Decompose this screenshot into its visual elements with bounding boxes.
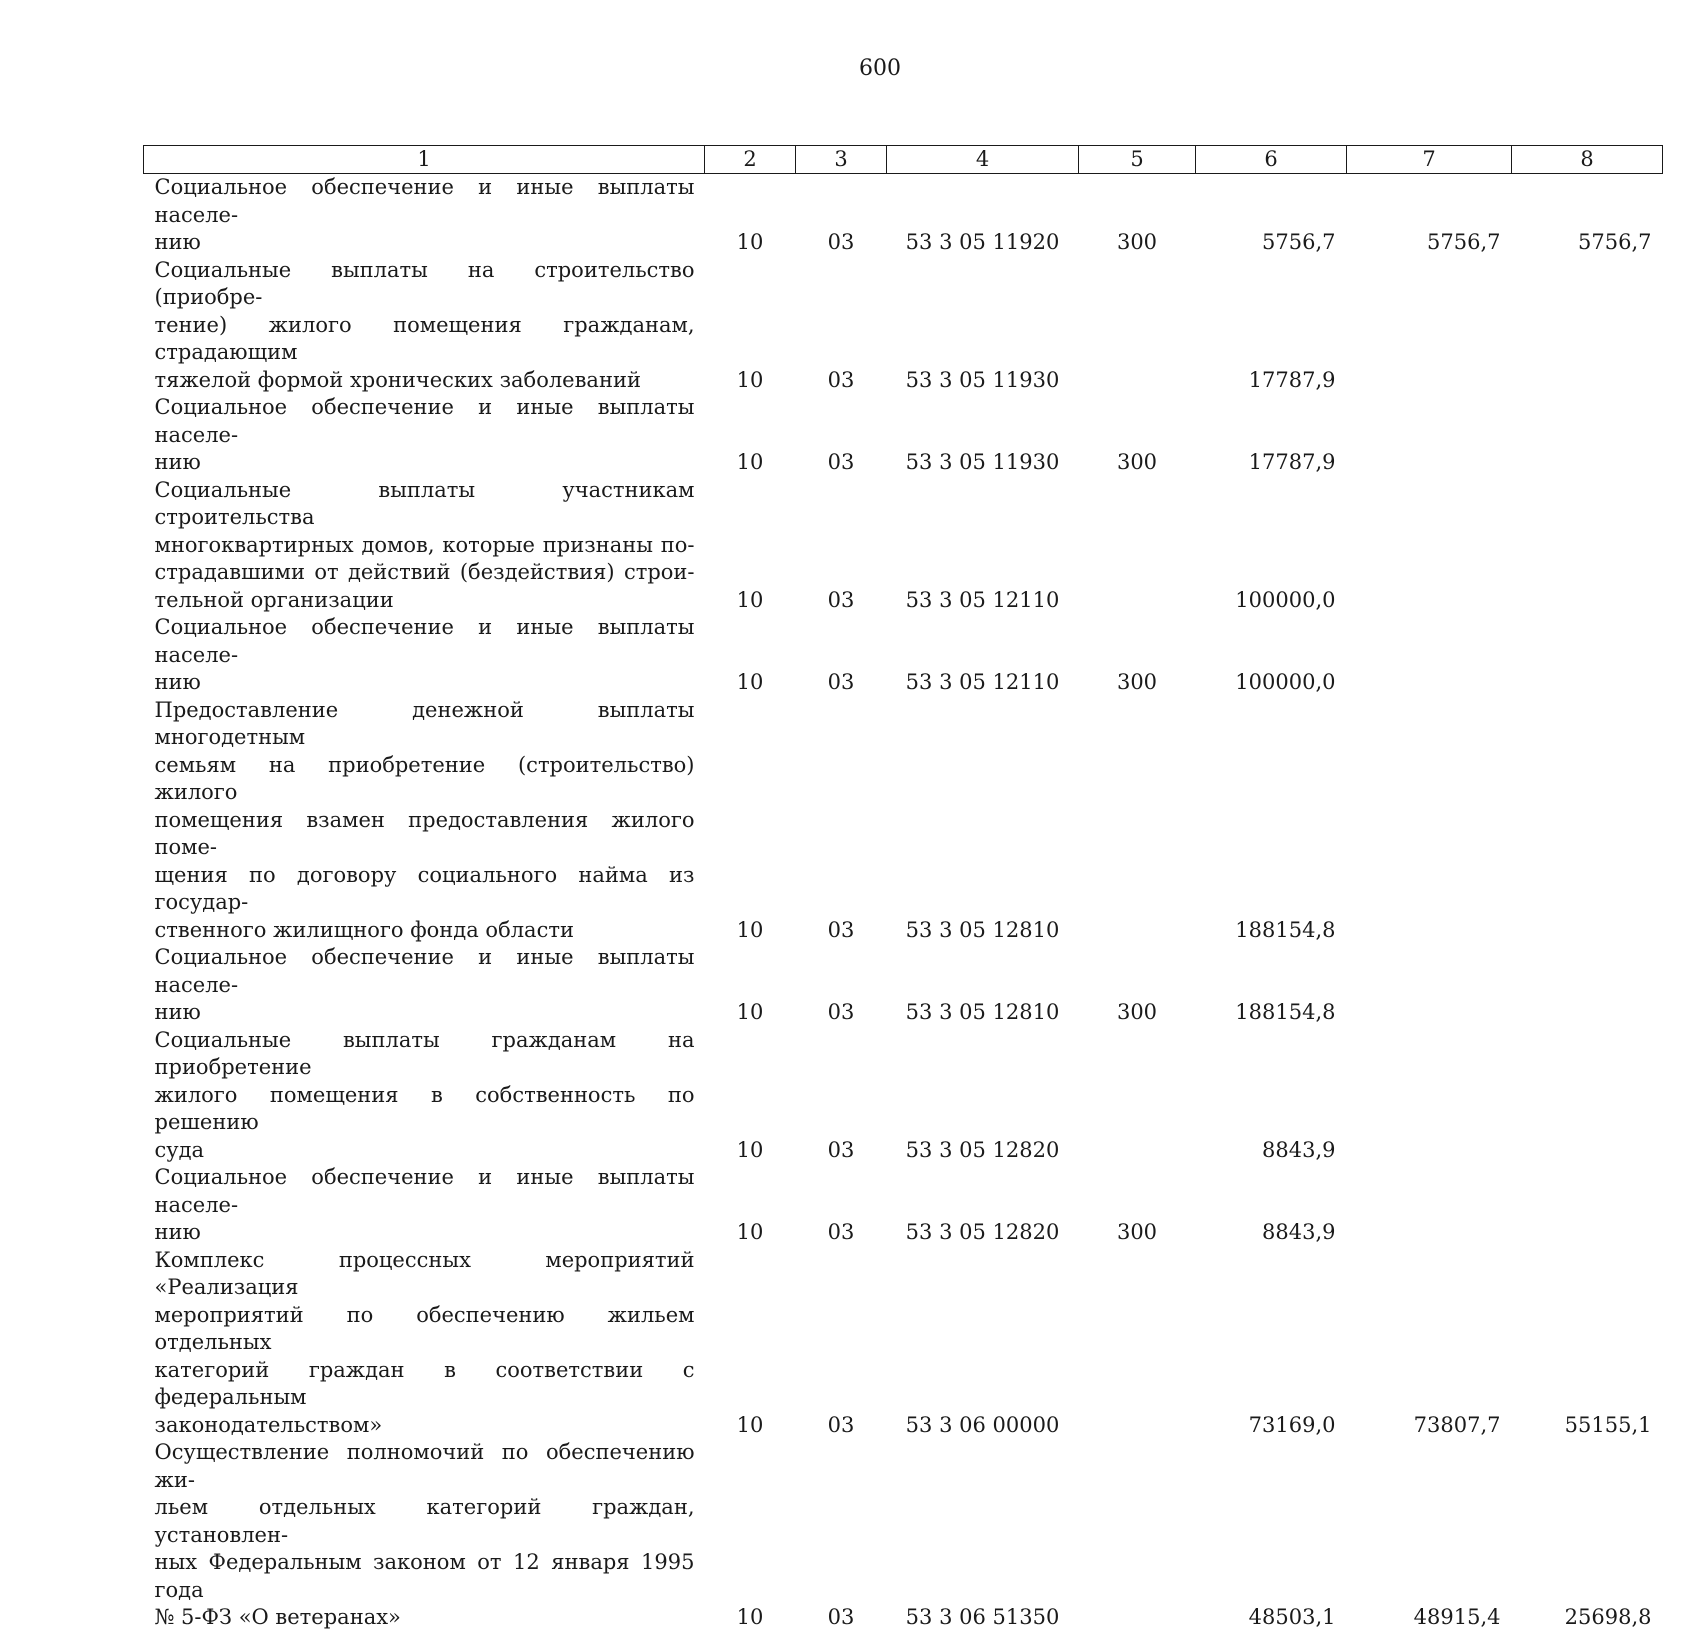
table-body: [144, 174, 1663, 1632]
target-article-code: 53 3 05 12110: [905, 670, 1060, 694]
row-name-line: тяжелой формой хронических заболеваний: [154, 367, 641, 392]
subsection-code: 03: [827, 587, 855, 612]
table-row: [144, 1164, 1663, 1247]
target-article-code: 53 3 05 12820: [905, 1220, 1060, 1244]
row-name: [144, 1247, 705, 1440]
column-header-8: 8: [1512, 146, 1663, 174]
page-number: 600: [859, 56, 901, 81]
row-name-line: законодательством»: [154, 1412, 383, 1437]
subsection-code: 03: [827, 1412, 855, 1437]
row-name: [144, 174, 705, 257]
amount-col-8: 25698,8: [1564, 1605, 1652, 1629]
row-name-line: № 5-ФЗ «О ветеранах»: [154, 1605, 401, 1629]
subsection-code: 03: [827, 1220, 855, 1244]
row-name-line: Комплекс процессных мероприятий «Реализация: [154, 1247, 695, 1299]
target-article-code: 53 3 06 51350: [905, 1605, 1060, 1629]
row-name-line: Предоставление денежной выплаты многодетным: [154, 697, 695, 749]
section-code: 10: [736, 1220, 764, 1244]
row-name-line: льем отдельных категорий граждан, установлен-: [154, 1495, 695, 1547]
amount-col-8: [1512, 477, 1663, 615]
table-row: [144, 1247, 1663, 1440]
amount-col-6: 17787,9: [1248, 450, 1336, 474]
amount-col-6: 8843,9: [1262, 1137, 1336, 1162]
section-code: 10: [736, 670, 764, 694]
subsection-code: 03: [827, 917, 855, 942]
row-name-line: мероприятий по обеспечению жильем отдельных: [154, 1302, 695, 1354]
target-article-code: 53 3 05 11920: [905, 230, 1060, 254]
table-row: [144, 394, 1663, 477]
row-name-line: нию: [154, 230, 201, 254]
amount-col-8: [1512, 257, 1663, 395]
row-name-line: Социальное обеспечение и иные выплаты населе-: [154, 395, 695, 447]
table-row: [144, 614, 1663, 697]
section-code: 10: [736, 450, 764, 474]
target-article-code: 53 3 05 12820: [905, 1137, 1060, 1162]
amount-col-6: 100000,0: [1235, 587, 1336, 612]
expense-type-code: 300: [1116, 1220, 1158, 1244]
table-header: [144, 146, 1663, 174]
row-name-line: Социальное обеспечение и иные выплаты населе-: [154, 945, 695, 997]
expense-type-code: 300: [1116, 670, 1158, 694]
subsection-code: 03: [827, 450, 855, 474]
expense-type-code: 300: [1116, 1000, 1158, 1024]
row-name: [144, 477, 705, 615]
row-name: [144, 1439, 705, 1632]
row-name-line: Осуществление полномочий по обеспечению жи-: [154, 1440, 695, 1492]
amount-col-6: 5756,7: [1262, 230, 1336, 254]
row-name-line: категорий граждан в соответствии с федеральным: [154, 1357, 695, 1409]
row-name-line: жилого помещения в собственность по решению: [154, 1082, 695, 1134]
row-name-line: многоквартирных домов, которые признаны по-: [154, 532, 695, 557]
row-name-line: семьям на приобретение (строительство) жилого: [154, 752, 695, 804]
amount-col-7: [1347, 614, 1512, 697]
table-row: [144, 1439, 1663, 1632]
amount-col-7: [1347, 394, 1512, 477]
row-name-line: нию: [154, 1220, 201, 1244]
amount-col-7: [1347, 944, 1512, 1027]
row-name: [144, 1027, 705, 1165]
column-header-1: 1: [144, 146, 705, 174]
expense-type-code: [1079, 1439, 1196, 1632]
amount-col-7: [1347, 697, 1512, 945]
amount-col-8: [1512, 1164, 1663, 1247]
section-code: 10: [736, 1000, 764, 1024]
budget-table: [143, 145, 1663, 1632]
table-row: [144, 697, 1663, 945]
section-code: 10: [736, 1412, 764, 1437]
row-name-line: Социальное обеспечение и иные выплаты населе-: [154, 615, 695, 667]
amount-col-8: [1512, 394, 1663, 477]
subsection-code: 03: [827, 1000, 855, 1024]
amount-col-8: [1512, 1027, 1663, 1165]
row-name-line: ных Федеральным законом от 12 января 1995 года: [154, 1550, 695, 1602]
amount-col-6: 8843,9: [1262, 1220, 1336, 1244]
expense-type-code: [1079, 477, 1196, 615]
expense-type-code: [1079, 257, 1196, 395]
amount-col-7: 5756,7: [1427, 230, 1501, 254]
section-code: 10: [736, 367, 764, 392]
amount-col-7: [1347, 257, 1512, 395]
row-name-line: Социальные выплаты участникам строительства: [154, 477, 695, 529]
section-code: 10: [736, 917, 764, 942]
subsection-code: 03: [827, 230, 855, 254]
subsection-code: 03: [827, 1605, 855, 1629]
section-code: 10: [736, 587, 764, 612]
subsection-code: 03: [827, 670, 855, 694]
subsection-code: 03: [827, 1137, 855, 1162]
section-code: 10: [736, 230, 764, 254]
section-code: 10: [736, 1137, 764, 1162]
expense-type-code: 300: [1116, 450, 1158, 474]
target-article-code: 53 3 05 12110: [905, 587, 1060, 612]
row-name-line: суда: [154, 1137, 205, 1162]
amount-col-8: [1512, 614, 1663, 697]
column-header-6: 6: [1196, 146, 1347, 174]
subsection-code: 03: [827, 367, 855, 392]
table-row: [144, 174, 1663, 257]
row-name-line: щения по договору социального найма из государ-: [154, 862, 695, 914]
target-article-code: 53 3 06 00000: [905, 1412, 1060, 1437]
row-name-line: страдавшими от действий (бездействия) строи-: [154, 560, 695, 584]
amount-col-8: 55155,1: [1564, 1412, 1652, 1437]
column-header-5: 5: [1079, 146, 1196, 174]
amount-col-6: 48503,1: [1248, 1605, 1336, 1629]
amount-col-6: 17787,9: [1248, 367, 1336, 392]
row-name-line: нию: [154, 670, 201, 694]
amount-col-7: [1347, 1164, 1512, 1247]
row-name-line: Социальные выплаты на строительство (приобре-: [154, 257, 695, 309]
row-name-line: нию: [154, 450, 201, 474]
amount-col-7: [1347, 477, 1512, 615]
amount-col-6: 188154,8: [1235, 917, 1336, 942]
column-header-4: 4: [887, 146, 1079, 174]
amount-col-8: 5756,7: [1578, 230, 1652, 254]
row-name: [144, 394, 705, 477]
row-name: [144, 1164, 705, 1247]
amount-col-6: 73169,0: [1248, 1412, 1336, 1437]
target-article-code: 53 3 05 11930: [905, 450, 1060, 474]
row-name-line: помещения взамен предоставления жилого поме-: [154, 807, 695, 859]
amount-col-8: [1512, 944, 1663, 1027]
expense-type-code: [1079, 1027, 1196, 1165]
amount-col-6: 188154,8: [1235, 1000, 1336, 1024]
row-name: [144, 944, 705, 1027]
column-header-3: 3: [796, 146, 887, 174]
amount-col-7: [1347, 1027, 1512, 1165]
expense-type-code: [1079, 697, 1196, 945]
row-name-line: нию: [154, 1000, 201, 1024]
row-name-line: Социальное обеспечение и иные выплаты населе-: [154, 175, 695, 227]
column-header-7: 7: [1347, 146, 1512, 174]
row-name: [144, 614, 705, 697]
row-name-line: тельной организации: [154, 587, 394, 612]
target-article-code: 53 3 05 12810: [905, 917, 1060, 942]
row-name-line: Социальное обеспечение и иные выплаты населе-: [154, 1165, 695, 1217]
row-name: [144, 697, 705, 945]
row-name-line: ственного жилищного фонда области: [154, 917, 574, 942]
expense-type-code: 300: [1116, 230, 1158, 254]
table-row: [144, 477, 1663, 615]
row-name-line: Социальные выплаты гражданам на приобретение: [154, 1027, 695, 1079]
section-code: 10: [736, 1605, 764, 1629]
table-row: [144, 1027, 1663, 1165]
row-name: [144, 257, 705, 395]
table-row: [144, 257, 1663, 395]
amount-col-7: 73807,7: [1413, 1412, 1501, 1437]
target-article-code: 53 3 05 11930: [905, 367, 1060, 392]
amount-col-8: [1512, 697, 1663, 945]
amount-col-7: 48915,4: [1413, 1605, 1501, 1629]
column-header-2: 2: [705, 146, 796, 174]
table-row: [144, 944, 1663, 1027]
amount-col-6: 100000,0: [1235, 670, 1336, 694]
expense-type-code: [1079, 1247, 1196, 1440]
row-name-line: тение) жилого помещения гражданам, страдающим: [154, 312, 695, 364]
target-article-code: 53 3 05 12810: [905, 1000, 1060, 1024]
